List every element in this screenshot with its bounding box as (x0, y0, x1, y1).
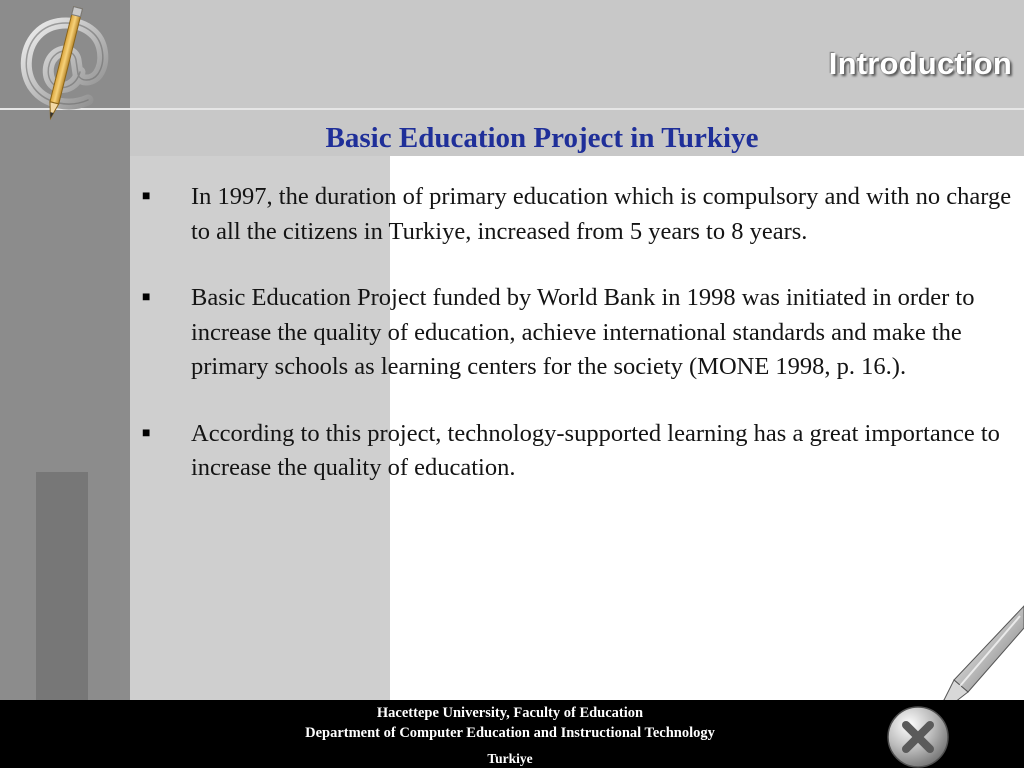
bullet-text: According to this project, technology-supported learning has a great importance to increase the quality of education. (191, 419, 1000, 481)
bullet-square-icon: ■ (142, 290, 151, 305)
bullet-item (140, 417, 1016, 486)
footer-department: Department of Computer Education and Instructional Technology (305, 725, 715, 741)
bullet-item (140, 180, 1016, 249)
bullet-text: In 1997, the duration of primary education which is compulsory and with no charge to all the citizens in Turkiye, increased from 5 years to 8 years. (191, 183, 1012, 245)
footer-country: Turkiye (487, 751, 533, 766)
slide-title: Basic Education Project in Turkiye (325, 122, 759, 154)
footer-university: Hacettepe University, Faculty of Education (376, 705, 644, 721)
bullet-list (140, 180, 1016, 518)
bullet-text: Basic Education Project funded by World Bank in 1998 was initiated in order to increase the quality of education, achieve international standards and make the primary schools as learning centers for the society (MONE 1998, p. 16.). (191, 284, 975, 380)
at-sign-pencil-icon (6, 2, 116, 126)
pen-icon (930, 596, 1024, 714)
bullet-square-icon: ■ (142, 189, 151, 204)
left-sidebar-accent (36, 472, 88, 700)
bullet-item (140, 281, 1016, 385)
bullet-square-icon: ■ (142, 425, 151, 441)
close-button[interactable] (885, 702, 951, 768)
slide-heading: Introduction (828, 46, 1012, 81)
footer (0, 700, 1024, 768)
header-divider (0, 108, 1024, 110)
